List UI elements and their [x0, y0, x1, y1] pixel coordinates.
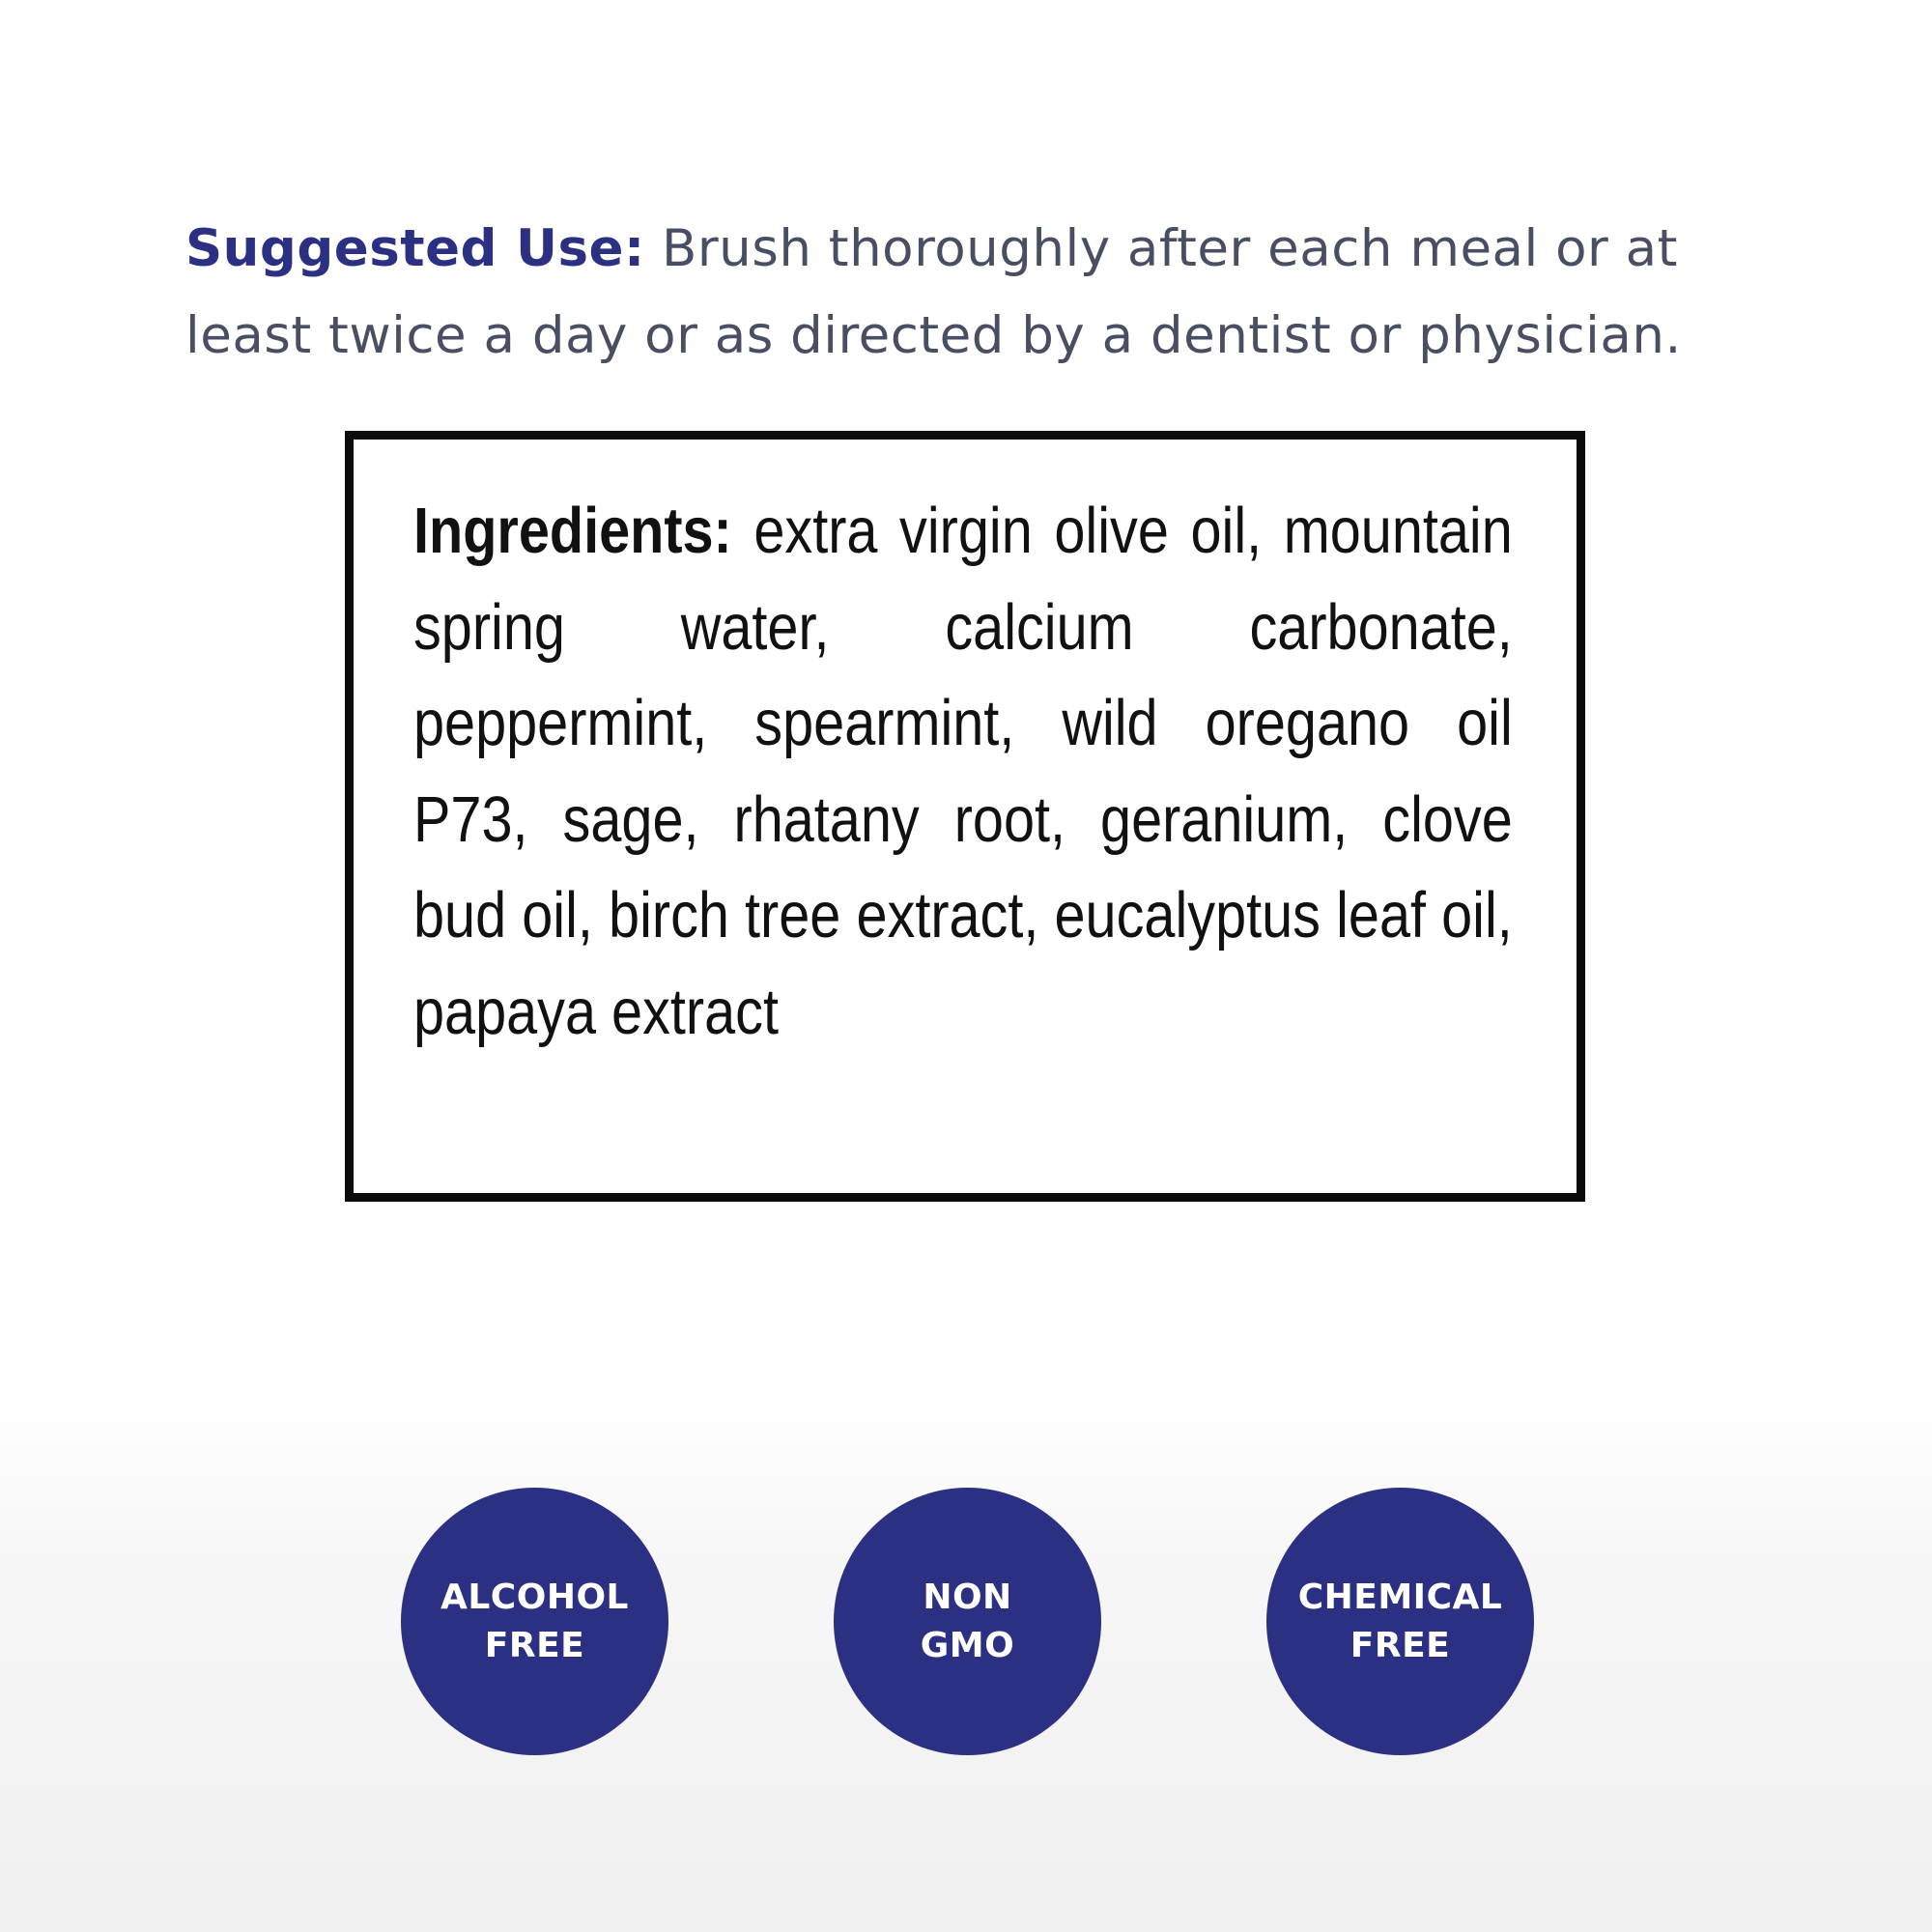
suggested-use-paragraph [185, 206, 1808, 380]
ingredients-paragraph [413, 483, 1513, 1060]
suggested-use-text: Brush thoroughly after each meal or at least twice a day or as directed by a dentist or physician. [185, 219, 1682, 365]
badge-line-2: FREE [1350, 1625, 1451, 1665]
suggested-use-label: Suggested Use: [185, 219, 645, 278]
badge-non-gmo [834, 1488, 1101, 1755]
badge-chemical-free [1266, 1488, 1534, 1755]
badge-line-1: ALCOHOL [440, 1577, 629, 1617]
badge-line-1: CHEMICAL [1297, 1577, 1503, 1617]
badge-line-1: NON [923, 1577, 1012, 1617]
ingredients-label: Ingredients: [413, 495, 732, 567]
ingredients-list-text: extra virgin olive oil, mountain spring water, calcium carbonate, peppermint, spearmint, wild oregano oil P73, sage, rhatany root, geranium, clove bud oil, birch tree extract, eucalyptus leaf oil, papaya extract [413, 495, 1513, 1048]
ingredients-box [345, 431, 1585, 1202]
badge-line-2: FREE [484, 1625, 585, 1665]
badge-line-2: GMO [920, 1625, 1015, 1665]
badge-alcohol-free [401, 1488, 668, 1755]
